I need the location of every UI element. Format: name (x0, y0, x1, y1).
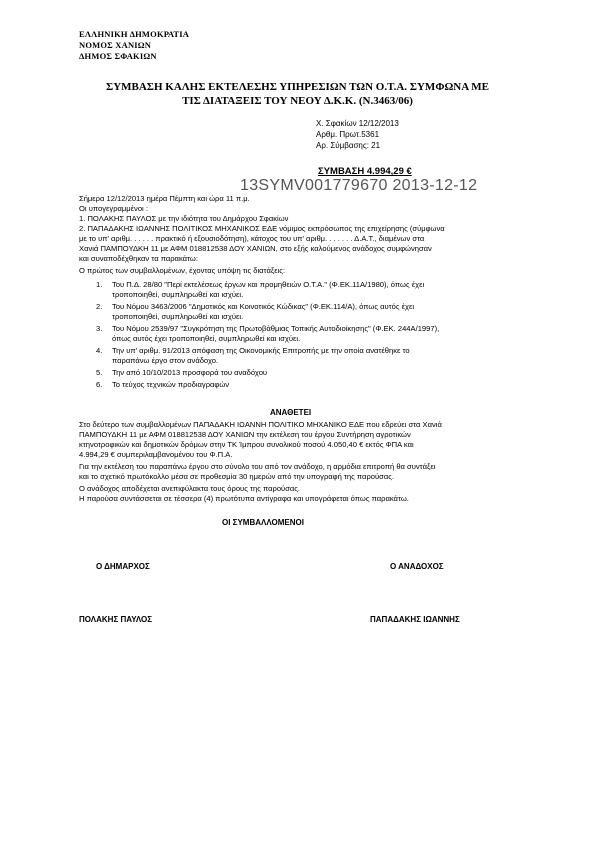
assigns-paragraph-1-cont: 4.994,29 € συμπεριλαμβανομένου του Φ.Π.Α. (79, 450, 233, 459)
assigns-paragraph-2: Για την εκτέλεση του παραπάνω έργου στο σύνολο του από τον ανάδοχο, η αρμόδια επιτροπή θα συντάξει (79, 462, 436, 471)
assigns-paragraph-1-cont: ΠΑΜΠΟΥΔΚΗ 11 με ΑΦΜ 018812538 ΔΟΥ ΧΑΝΙΩΝ την εκτέλεση του έργου Συντήρηση αγροτικών (79, 430, 411, 439)
header-line-prefecture: ΝΟΜΟΣ ΧΑΝΙΩΝ (79, 40, 152, 50)
provision-text: Του Νόμου 2539/97 "Συγκρότηση της Πρωτοβάθμιας Τοπικής Αυτοδιοίκησης" (Φ.ΕΚ. 244Α/1997), (112, 324, 440, 333)
document-title-line-2: ΤΙΣ ΔΙΑΤΑΞΕΙΣ ΤΟΥ ΝΕΟΥ Δ.Κ.Κ. (Ν.3463/06) (182, 95, 413, 107)
provision-text-cont: όπως αυτός έχει τροποποιηθεί, συμπληρωθεί και ισχύει. (112, 334, 301, 343)
considering-line: Ο πρώτος των συμβαλλομένων, έχοντας υπόψη τις διατάξεις: (79, 266, 286, 275)
assigns-paragraph-1-cont: κτηνοτροφικών και δημοτικών δρόμων στην ΤΚ Ίμπρου συνολικού ποσού 4.050,40 € εκτός ΦΠΑ και (79, 440, 414, 449)
provision-text-cont: τροποποιηθεί, συμπληρωθεί και ισχύει. (112, 312, 244, 321)
header-line-municipality: ΔΗΜΟΣ ΣΦΑΚΙΩΝ (79, 51, 157, 61)
document-title-line-1: ΣΥΜΒΑΣΗ ΚΑΛΗΣ ΕΚΤΕΛΕΣΗΣ ΥΠΗΡΕΣΙΩΝ ΤΩΝ Ο.Τ.Α. ΣΥΜΦΩΝΑ ΜΕ (106, 81, 489, 93)
contract-heading: ΣΥΜΒΑΣΗ 4.994,29 € (318, 166, 412, 177)
provision-text: Το τεύχος τεχνικών προδιαγραφών (112, 380, 230, 389)
assigns-paragraph-2-cont: και το σχετικό πρωτόκολλο μέσα σε προθεσμία 30 ημερών από την υπογραφή της παρούσας. (79, 472, 394, 481)
provision-number: 3. (96, 324, 103, 333)
provision-number: 1. (96, 280, 103, 289)
provision-text: Την υπ' αριθμ. 91/2013 απόφαση της Οικονομικής Επιτροπής με την οποία ανατέθηκε το (112, 346, 410, 355)
contract-number: Αρ. Σύμβασης: 21 (316, 141, 381, 150)
provision-number: 6. (96, 380, 103, 389)
mayor-name: ΠΟΛΑΚΗΣ ΠΑΥΛΟΣ (79, 615, 153, 624)
place-date: Χ. Σφακίων 12/12/2013 (316, 119, 399, 128)
provision-number: 2. (96, 302, 103, 311)
provision-number: 4. (96, 346, 103, 355)
provision-number: 5. (96, 368, 103, 377)
provision-text-cont: τροποποιηθεί, συμπληρωθεί και ισχύει. (112, 290, 244, 299)
provision-text-cont: παραπάνω έργο στον ανάδοχο. (112, 356, 219, 365)
contractor-role: Ο ΑΝΑΔΟΧΟΣ (390, 562, 444, 571)
party-2-line-4: και συναποδέχθηκαν τα παρακάτω: (79, 254, 198, 263)
party-2-line-1: 2. ΠΑΠΑΔΑΚΗΣ ΙΩΑΝΝΗΣ ΠΟΛΙΤΙΚΟΣ ΜΗΧΑΝΙΚΟΣ ΕΔΕ νόμιμος εκπρόσωπος της επιχείρησης (σύμφωνα (79, 224, 445, 233)
signatories-heading: ΟΙ ΣΥΜΒΑΛΛΟΜΕΝΟΙ (222, 518, 304, 527)
provision-text: Την από 10/10/2013 προσφορά του αναδόχου (112, 368, 268, 377)
provision-text: Του Νόμου 3463/2006 "Δημοτικός και Κοινοτικός Κώδικας" (Φ.ΕΚ.114/Α), όπως αυτός έχει (112, 302, 415, 311)
intro-date-line: Σήμερα 12/12/2013 ημέρα Πέμπτη και ώρα 11 π.μ. (79, 194, 250, 203)
party-1: 1. ΠΟΛΑΚΗΣ ΠΑΥΛΟΣ με την ιδιότητα του Δημάρχου Σφακίων (79, 214, 289, 223)
ada-watermark: 13SYMV001779670 2013-12-12 (240, 177, 478, 194)
party-2-line-2: με το υπ' αριθμ. . . . . . πρακτικό ή εξουσιοδότηση), κάτοχος του υπ' αριθμ. . . . . . . Δ.Α.Τ., διαμένων στα (79, 234, 425, 243)
assigns-paragraph-1: Στο δεύτερο των συμβαλλομένων ΠΑΠΑΔΑΚΗ ΙΩΑΝΝΗ ΠΟΛΙΤΙΚΟ ΜΗΧΑΝΙΚΟ ΕΔΕ που εδρεύει στα Χανιά (79, 420, 442, 429)
header-line-republic: ΕΛΛΗΝΙΚΗ ΔΗΜΟΚΡΑΤΙΑ (79, 29, 190, 39)
party-2-line-3: Χανιά ΠΑΜΠΟΥΔΚΗ 11 με ΑΦΜ 018812538 ΔΟΥ ΧΑΝΙΩΝ, στο εξής καλούμενος ανάδοχος συμφώνησαν (79, 244, 432, 253)
intro-signatories: Οι υπογεγραμμένοι : (79, 204, 148, 213)
provision-text: Του Π.Δ. 28/80 "Περί εκτελέσεως έργων και προμηθειών Ο.Τ.Α." (Φ.ΕΚ.11Α/1980), όπως έχει (112, 280, 425, 289)
mayor-role: Ο ΔΗΜΑΡΧΟΣ (96, 562, 150, 571)
assigns-heading: ΑΝΑΘΕΤΕΙ (270, 408, 312, 417)
contractor-name: ΠΑΠΑΔΑΚΗΣ ΙΩΑΝΝΗΣ (370, 615, 460, 624)
protocol-number: Αρθμ. Πρωτ.5361 (316, 130, 380, 139)
assigns-paragraph-4: Η παρούσα συντάσσεται σε τέσσερα (4) πρωτότυπα αντίγραφα και υπογράφεται όπως παρακάτω. (79, 494, 409, 503)
assigns-paragraph-3: Ο ανάδοχος αποδέχεται ανεπιφύλακτα τους όρους της παρούσας. (79, 484, 301, 493)
